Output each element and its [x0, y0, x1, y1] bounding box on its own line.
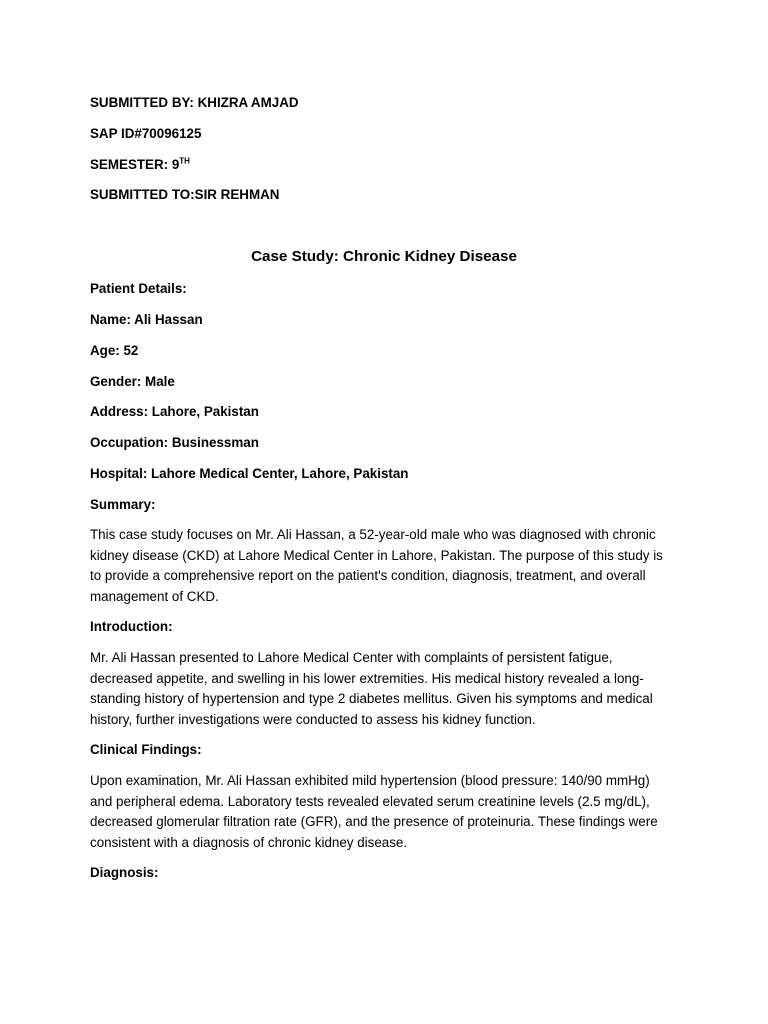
introduction-paragraph	[90, 648, 680, 730]
introduction-line: Mr. Ali Hassan presented to Lahore Medical Center with complaints of persistent fatigue,	[90, 650, 613, 665]
clinical-findings-line: Upon examination, Mr. Ali Hassan exhibited mild hypertension (blood pressure: 140/90 mmHg)	[90, 773, 650, 788]
summary-line: to provide a comprehensive report on the patient's condition, diagnosis, treatment, and overall	[90, 568, 646, 584]
summary-heading: Summary:	[90, 497, 156, 512]
summary-line: management of CKD.	[90, 588, 219, 604]
clinical-findings-heading: Clinical Findings:	[90, 742, 202, 757]
page-title: Case Study: Chronic Kidney Disease	[251, 248, 517, 265]
diagnosis-heading: Diagnosis:	[90, 865, 159, 880]
patient-hospital: Hospital: Lahore Medical Center, Lahore, Pakistan	[90, 466, 409, 481]
patient-gender: Gender: Male	[90, 374, 175, 389]
introduction-line: history, further investigations were conducted to assess his kidney function.	[90, 711, 536, 727]
clinical-findings-line: and peripheral edema. Laboratory tests revealed elevated serum creatinine levels (2.5 mg/dL),	[90, 793, 650, 809]
submitted-by: SUBMITTED BY: KHIZRA AMJAD	[90, 95, 299, 110]
patient-age: Age: 52	[90, 343, 139, 358]
introduction-line: standing history of hypertension and type 2 diabetes mellitus. Given his symptoms and medical	[90, 691, 653, 707]
summary-paragraph	[90, 525, 680, 607]
submitted-to: SUBMITTED TO:SIR REHMAN	[90, 187, 280, 202]
patient-address: Address: Lahore, Pakistan	[90, 404, 259, 419]
semester-superscript: TH	[179, 156, 190, 166]
clinical-findings-paragraph	[90, 771, 680, 853]
semester	[90, 155, 190, 176]
patient-occupation: Occupation: Businessman	[90, 435, 259, 450]
summary-line: kidney disease (CKD) at Lahore Medical Center in Lahore, Pakistan. The purpose of this study is	[90, 547, 663, 563]
introduction-heading: Introduction:	[90, 619, 173, 634]
clinical-findings-line: decreased glomerular filtration rate (GFR), and the presence of proteinuria. These findings were	[90, 814, 658, 830]
introduction-line: decreased appetite, and swelling in his lower extremities. His medical history revealed a long-	[90, 670, 644, 686]
summary-line: This case study focuses on Mr. Ali Hassan, a 52-year-old male who was diagnosed with chronic	[90, 527, 656, 542]
sap-id: SAP ID#70096125	[90, 126, 202, 141]
semester-label: SEMESTER: 9	[90, 157, 180, 172]
clinical-findings-line: consistent with a diagnosis of chronic kidney disease.	[90, 834, 408, 850]
patient-details-heading: Patient Details:	[90, 281, 187, 296]
patient-name: Name: Ali Hassan	[90, 312, 203, 327]
